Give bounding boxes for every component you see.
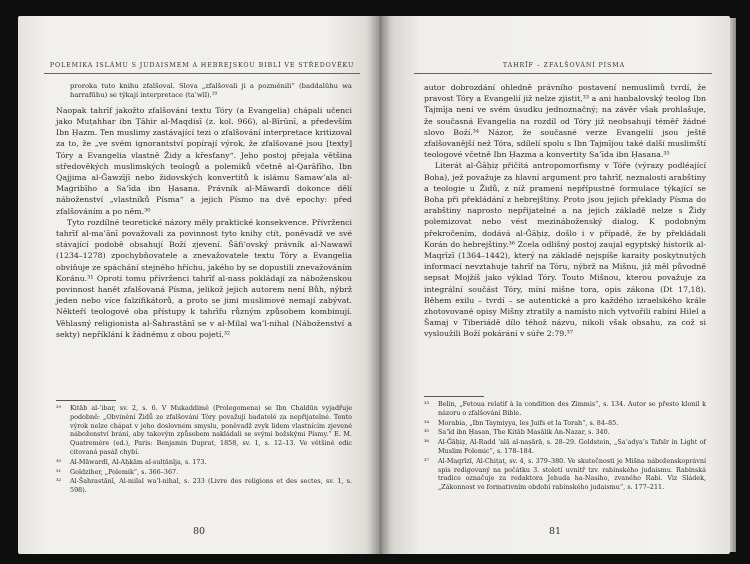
- footnote-number: ³²: [56, 477, 62, 486]
- page-number-left: 80: [192, 526, 206, 537]
- footnotes-right: [424, 396, 706, 493]
- footnote-number: ²⁹: [56, 404, 62, 412]
- running-header-right: TAHRĪF – ZFALŠOVÁNÍ PÍSMA: [502, 62, 626, 69]
- paragraph: autor dobrozdání ohledně právního postavení nemuslimů tvrdí, že pravost Tóry a Evangelií již nelze zjistit,³³ a ani hanbalovský teolog Ibn Tajmīja není ve svém úsudku jednoznačný; na závěr však prohlašuje, že současná Evangelia na rozdíl od Tóry již neobsahují téměř žádné slovo Boží.³⁴ Názor, že současné verze Evangelií jsou ještě zfalšovanější než Tóra, sdílelí spolu s Ibn Tajmījou také další muslimští teologové včetně Ibn Ḥazma a konvertity Sa’īda ibn Ḥasana.³⁵: [424, 83, 706, 160]
- page-number-right: 81: [548, 526, 562, 537]
- footnote: [56, 468, 352, 477]
- block-quote: proroka tuto knihu zfalšoval. Slova „zfalšovali ji a pozměnili“ (baddalūhu wa harrafūhu) se týkají interpretace (ta’wīl).²⁹: [70, 82, 352, 100]
- footnote-text: Al-Šahrastānī, Al-milal wa’l-nihal, s. 233 (Livre des religions et des sectes, sv. 1, s. 598).: [70, 477, 352, 495]
- footnote-text: Belin, „Fetoua relatif à la condition des Zimmis“, s. 134. Autor se přesto klonil k názoru o zfalšování Bible.: [438, 400, 706, 417]
- footnote-number: ³⁷: [424, 456, 430, 465]
- footnote: [56, 477, 352, 495]
- body-text-right: [424, 82, 706, 340]
- footnote-number: ³⁶: [424, 438, 430, 447]
- book-spread: [18, 8, 730, 558]
- footnote-text: Goldziher, „Polemik“, s. 366–367.: [70, 467, 179, 476]
- footnotes-left: [56, 400, 352, 496]
- paragraph: Literát al-Ǧāḥiẓ přičítá antropomorfismy v Tóře (výrazy podléající Boha), jež považuje za hlavní argument pro tahrīf, neznalosti arabštiny a teologie u Židů, z níž pramení nepřípustné formulace týkající se Boha při překládání z hebrejštiny. Proto jsou jejich překlady Písma do arabštiny naprosto nepřijatelné a na jejich základě nelze s Židy polemizovat nebo vést mezináboženský dialog. K podobným překročením, dodává al-Ǧāḥiẓ, došlo i v případě, že by překládali Korán do hebrejštiny.³⁶ Zcela odlišný postoj zaujal egyptský historik al-Maqrīzī (1364–1442), který na základě nejspíše karaity poskytnutých informací nevztahuje tahrīf na Tóru, nýbrž na Mišnu, již měl původně sepsat Mojžíš jako výklad Tóry. Touto Mišnou, kterou považuje za integrální součást Tóry, míní mišne tora, opis zákona (Dt 17,18). Během exilu – tvrdí – se autentické a pro každého izraelského krále zhotovované opisy Mišny ztratily a namísto nich vytvořili rabíni Hilel a Šamaj v Tiberiádě dílo téhož názvu, nikoli však obsahu, za což si vysloužili Boží pokárání v súře 2:79.³⁷: [424, 161, 706, 339]
- footnote: [424, 438, 706, 456]
- footnote: [56, 458, 352, 467]
- page-edges: [730, 18, 736, 552]
- body-text-left: [56, 82, 352, 340]
- header-rule-right: [414, 73, 712, 74]
- footnote: [56, 404, 352, 457]
- footnote-text: Kitāb al-‘ibar, sv. 2, s. 6. V Mukaddimě (Prolegomena) se Ibn Chaldūn vyjadřuje podobně: „Obvinění Židů ze zfalšování Tóry považují badatelé za nepřijatelné. Tento výrok nelze chápat v jeho doslovném smyslu, poněvadž zvyk lidem vlastnícím zjevené náboženství brání, aby takovým způsobem nakládali se svými božskými Písmy.“ E. M. Quatremère (ed.), Paris: Benjamin Duprat, 1858, sv. 1, s. 12–13. Ve většině edic citovaná pasáž chybí.: [70, 404, 352, 456]
- paragraph: Tyto rozdílné teoretické názory měly praktické konsekvence. Přívrženci tahrīf al-ma’ānī považovali za povinnost tyto knihy ctít, poněvadž ve své stávající podobě obsahují Boží zjevení. Šāfi’ovský právník al-Nawawī (1234–1278) zpochybňovatele a znevažovatele textu Tóry a Evangelia obviňuje ze spáchání stejného hříchu, jakého by se dopustili znevažováním Koránu.³¹ Oproti tomu přívrženci tahrīf al-nass pokládají za náboženskou povinnost hanět zfalšovaná Písma, jelikož jejich autorem není Bůh, nýbrž jeden nebo více falzifikátorů, a proto se jimi muslimové nemají zabývat. Někteří teologové oba přístupy k tahrīfu různým způsobem kombinují. Věhlasný religionista al-Šahrastānī se v al-Milal wa’l-nihal (Náboženství a sekty) nepříklání k žádnému z obou pojetí,³²: [56, 217, 352, 339]
- footnote: [424, 419, 706, 428]
- footnote-rule: [424, 396, 484, 397]
- footnote-number: ³⁴: [424, 418, 430, 427]
- left-page: [18, 16, 380, 554]
- paragraph: Naopak tahrīf jakožto zfalšování textu Tóry (a Evangelia) chápali učenci jako Muṭahhar ibn Ṭāhir al-Maqdisī (z. kol. 966), al-Bīrūnī, a především Ibn Ḥazm. Ten muslimy zastávající tezi o zfalšování interpretace kritizoval za to, že „ve svém ignorantství popírají výrok, že zfalšované jsou [texty] Tóry a Evangelia vlastně Židy a křesťany“. Jeho postoj přejala většina středověkých muslimských teologů a polemiků včetně al-Qarāfīho, Ibn Qajjima al-Ǧawzījī nebo židovských konvertitů k islámu Samaw’ala al-Maġribīho a Sa’īda ibn Ḥasana. Právník al-Māwardī dokonce dělí náboženství „vlastníků Písma“ a jejich Písmo na dvě epochy: před zfalšováním a po něm.³⁰: [56, 105, 352, 216]
- footnote-text: Al-Māwardī, Al-Aḥkām al-sulṭānīja, s. 173.: [70, 457, 207, 466]
- right-page: [380, 16, 730, 554]
- footnote-number: ³⁵: [424, 428, 430, 437]
- footnote: [424, 428, 706, 437]
- footnote-text: Al-Maqrīzī, Al-Chiṭaṭ, sv. 4, s. 379–380. Ve skutečnosti je Mišna náboženskoprávní spis redigovaný na počátku 3. století uvnitř tzv. rabínského judaismu. Rabínská tradice označuje za redaktora Jehuda ha-Nasiho, zvaného Rabi. Viz Sládek, „Zákonnost ve formativním období rabínského judaismu“, s. 177–211.: [438, 456, 706, 492]
- footnote: [424, 400, 706, 418]
- footnote-text: Al-Ǧāḥiẓ, Al-Radd ‘alā al-naṣārā, s. 28–29. Goldstein, „Sa‘adya’s Tafsīr in Light of Muslim Polemic“, s. 178–184.: [438, 438, 706, 455]
- footnote-rule: [56, 400, 116, 401]
- footnote-text: Morabia, „Ibn Taymiyya, les Juifs et la Torah“, s. 84–85.: [438, 418, 619, 427]
- footnote-number: ³⁰: [56, 457, 62, 466]
- running-header-left: POLEMIKA ISLÁMU S JUDAISMEM A HEBREJSKOU BIBLÍ VE STŘEDOVĚKU: [49, 62, 355, 69]
- footnote-number: ³³: [424, 400, 430, 408]
- header-rule-left: [44, 73, 360, 74]
- footnote-number: ³¹: [56, 467, 62, 476]
- footnote-text: Sa’īd ibn Ḥasan, The Kitāb Masālik An-Nazar, s. 340.: [438, 428, 610, 437]
- footnote: [424, 457, 706, 492]
